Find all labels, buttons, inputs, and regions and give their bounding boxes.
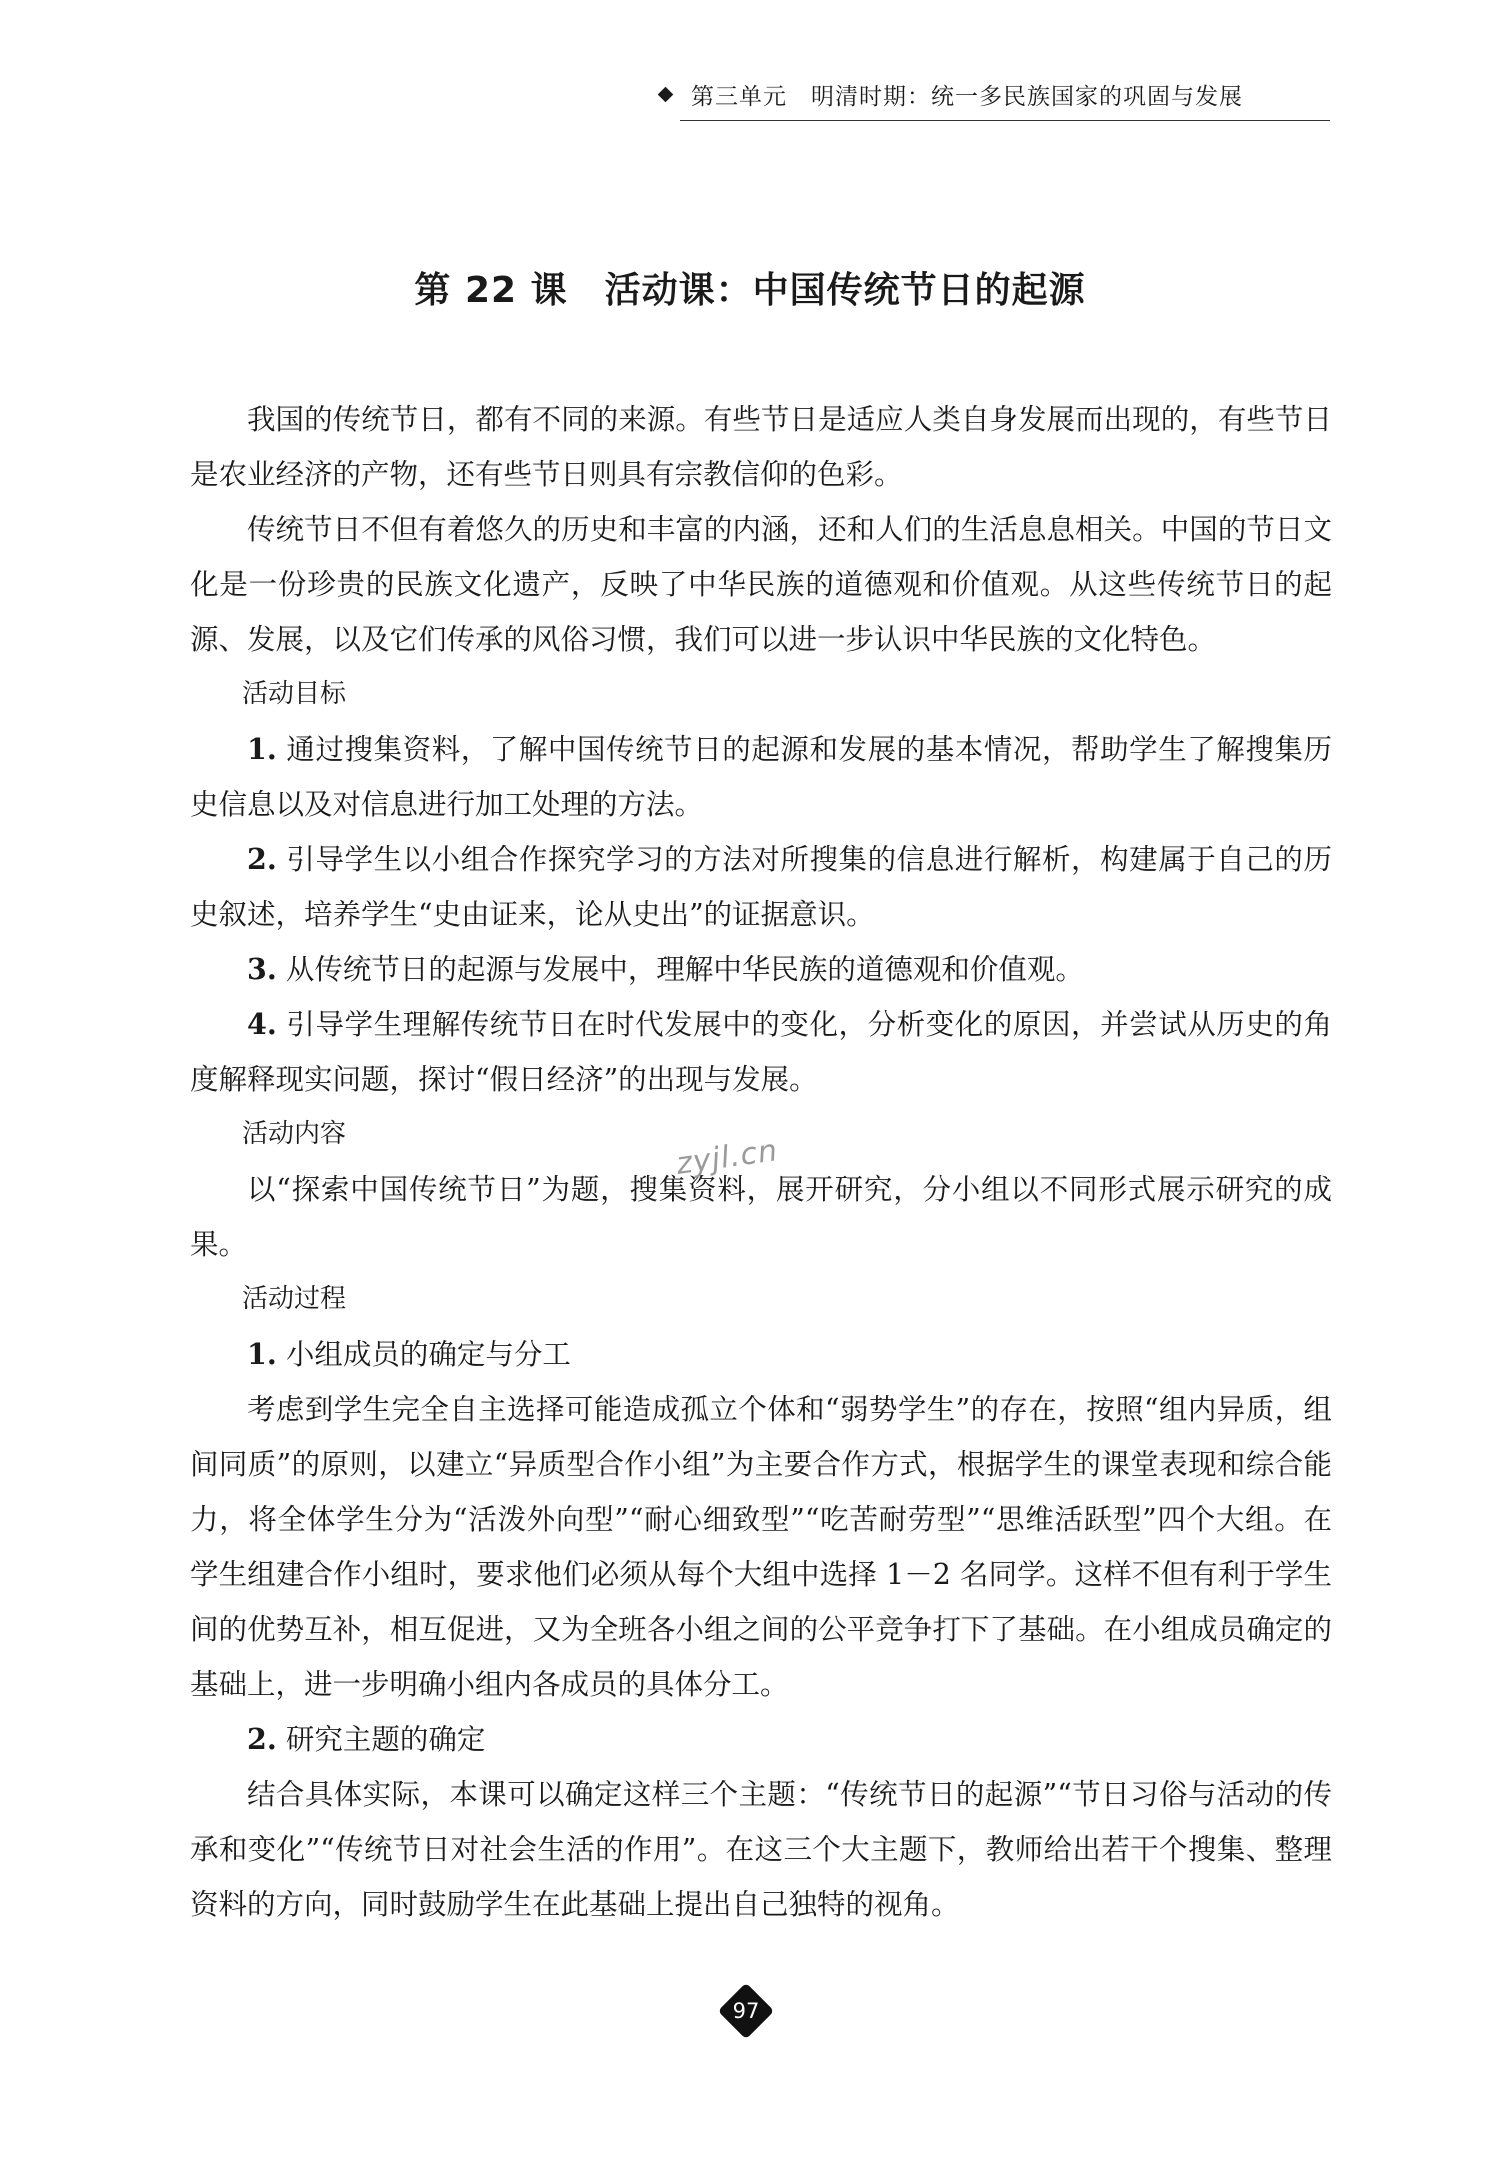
goal-number: 4. — [247, 1007, 277, 1041]
goal-number: 1. — [247, 732, 277, 766]
process-heading: 活动过程 — [242, 1284, 347, 1314]
step-title-text: 研究主题的确定 — [285, 1723, 486, 1756]
diamond-icon — [658, 87, 674, 103]
goals-heading: 活动目标 — [242, 679, 347, 709]
goal-item — [190, 997, 1332, 1107]
step-number: 2. — [247, 1722, 277, 1756]
goal-item — [190, 942, 1332, 997]
unit-header-text: 第三单元 明清时期：统一多民族国家的巩固与发展 — [691, 84, 1243, 110]
watermark: zyjl.cn — [674, 1133, 781, 1182]
goal-text: 引导学生理解传统节日在时代发展中的变化，分析变化的原因，并尝试从历史的角度解释现实问题，探讨“假日经济”的出现与发展。 — [190, 1008, 1332, 1096]
step-title-text: 小组成员的确定与分工 — [285, 1338, 571, 1371]
content-heading: 活动内容 — [242, 1119, 347, 1149]
step-number: 1. — [247, 1337, 277, 1371]
running-header — [660, 78, 1243, 111]
intro-paragraph: 我国的传统节日，都有不同的来源。有些节日是适应人类自身发展而出现的，有些节日是农业经济的产物，还有些节日则具有宗教信仰的色彩。 — [190, 403, 1332, 491]
goal-item — [190, 722, 1332, 832]
step-title — [190, 1327, 1332, 1382]
goal-item — [190, 832, 1332, 942]
intro-paragraph: 传统节日不但有着悠久的历史和丰富的内涵，还和人们的生活息息相关。中国的节日文化是一份珍贵的民族文化遗产，反映了中华民族的道德观和价值观。从这些传统节日的起源、发展，以及它们传承的风俗习惯，我们可以进一步认识中华民族的文化特色。 — [190, 513, 1332, 656]
step-paragraph: 结合具体实际，本课可以确定这样三个主题：“传统节日的起源”“节日习俗与活动的传承和变化”“传统节日对社会生活的作用”。在这三个大主题下，教师给出若干个搜集、整理资料的方向，同时鼓励学生在此基础上提出自己独特的视角。 — [190, 1778, 1332, 1921]
goal-number: 2. — [247, 842, 277, 876]
step-title — [190, 1712, 1332, 1767]
lesson-title: 第 22 课 活动课：中国传统节日的起源 — [414, 270, 1086, 311]
goal-number: 3. — [247, 952, 277, 986]
page-number-badge — [718, 1983, 774, 2039]
page-number: 97 — [732, 1999, 760, 2023]
header-rule — [680, 120, 1330, 121]
step-paragraph: 考虑到学生完全自主选择可能造成孤立个体和“弱势学生”的存在，按照“组内异质，组间同质”的原则，以建立“异质型合作小组”为主要合作方式，根据学生的课堂表现和综合能力，将全体学生分为“活泼外向型”“耐心细致型”“吃苦耐劳型”“思维活跃型”四个大组。在学生组建合作小组时，要求他们必须从每个大组中选择 1－2 名同学。这样不但有利于学生间的优势互补，相互促进，又为全班各小组之间的公平竞争打下了基础。在小组成员确定的基础上，进一步明确小组内各成员的具体分工。 — [190, 1393, 1332, 1701]
goal-text: 通过搜集资料，了解中国传统节日的起源和发展的基本情况，帮助学生了解搜集历史信息以及对信息进行加工处理的方法。 — [190, 733, 1332, 821]
goal-text: 从传统节日的起源与发展中，理解中华民族的道德观和价值观。 — [285, 953, 1084, 986]
content-paragraph: 以“探索中国传统节日”为题，搜集资料，展开研究，分小组以不同形式展示研究的成果。 — [190, 1173, 1332, 1261]
goal-text: 引导学生以小组合作探究学习的方法对所搜集的信息进行解析，构建属于自己的历史叙述，培养学生“史由证来，论从史出”的证据意识。 — [190, 843, 1332, 931]
